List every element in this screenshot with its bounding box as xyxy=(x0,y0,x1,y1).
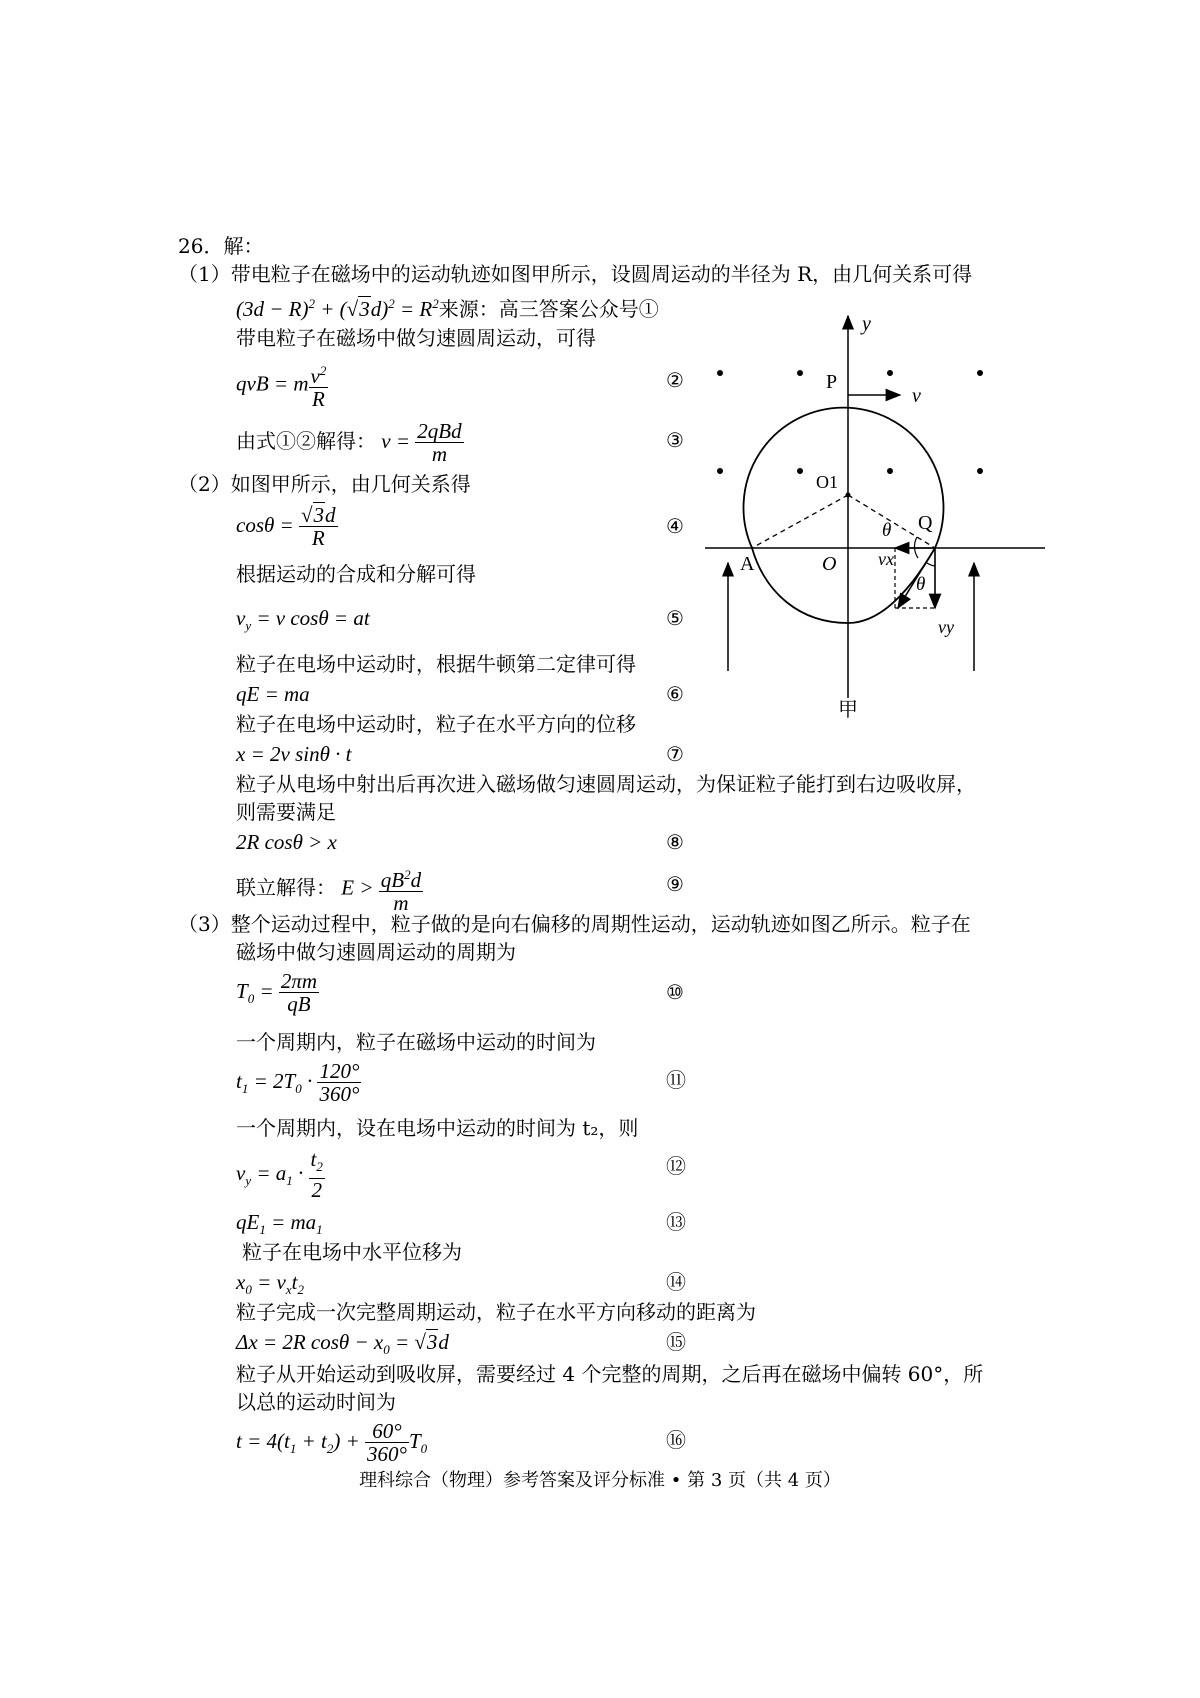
label-v: v xyxy=(912,385,921,407)
equation-9: 联立解得： E > $\frac{qB^2d}{m}$ xyxy=(236,864,423,914)
eq-number: ④ xyxy=(666,514,684,538)
eq-number: ② xyxy=(666,368,684,392)
eq-number: ⑦ xyxy=(666,742,684,766)
label-theta-2: θ xyxy=(916,574,926,595)
eq-number: ⑤ xyxy=(666,606,684,630)
page-footer: 理科综合（物理）参考答案及评分标准 • 第 3 页（共 4 页） xyxy=(359,1470,841,1491)
equation-2: qvB = m $\frac{v^2}{R}$ xyxy=(236,360,328,410)
part3-x0-text: 粒子在电场中水平位移为 xyxy=(242,1240,462,1264)
label-theta: θ xyxy=(882,520,892,541)
label-P: P xyxy=(826,371,838,393)
equation-14: $x_0 = v_xt_2$ xyxy=(236,1270,304,1298)
eq-number: ⑨ xyxy=(666,872,684,896)
part1-text-3: 由式①②解得： v = $\frac{\text{2qBd}}{m}$ xyxy=(236,419,462,466)
equation-12: $v_y = a_1$ · $\frac{t_2}{2}$ xyxy=(236,1147,323,1203)
label-y: y xyxy=(862,313,871,335)
eq-number: ⑪ xyxy=(666,1068,686,1092)
part2-intro: （2）如图甲所示，由几何关系得 xyxy=(178,472,471,496)
label-vy: vy xyxy=(938,617,954,637)
part2-text-disp: 粒子在电场中运动时，粒子在水平方向的位移 xyxy=(236,712,636,736)
equation-6: qE = ma xyxy=(236,682,310,706)
label-O: O xyxy=(822,553,837,575)
trajectory xyxy=(744,408,944,623)
part3-dx-text: 粒子完成一次完整周期运动，粒子在水平方向移动的距离为 xyxy=(236,1300,756,1324)
equation-13: $qE_1 = ma_1$ xyxy=(236,1210,323,1238)
part1-text-2: 带电粒子在磁场中做匀速圆周运动，可得 xyxy=(236,326,596,350)
eq-number: ⑫ xyxy=(666,1154,686,1178)
equation-8: 2R cosθ > x xyxy=(236,830,337,854)
eq-number: ③ xyxy=(666,428,684,452)
part1-intro: （1）带电粒子在磁场中的运动轨迹如图甲所示，设圆周运动的半径为 R，由几何关系可得 xyxy=(178,262,973,286)
part2-text-comp: 根据运动的合成和分解可得 xyxy=(236,562,476,586)
equation-1: $(3d - R)^2 + (√3d)^2 = R^2$来源：高三答案公众号① xyxy=(236,296,659,321)
part3-intro: （3）整个运动过程中，粒子做的是向右偏移的周期性运动，运动轨迹如图乙所示。粒子在 xyxy=(178,912,971,936)
equation-11: $t_1 = 2T_0$ · $\frac{120^\circ}{360^\circ}$ xyxy=(236,1059,360,1106)
part3-t1-text: 一个周期内，粒子在磁场中运动的时间为 xyxy=(236,1030,596,1054)
equation-16: $t = 4(t_1 + t_2)$ + $\frac{60^\circ}{360^\circ}$ $T_0$ xyxy=(236,1419,428,1466)
part3-total-text: 粒子从开始运动到吸收屏，需要经过 4 个完整的周期，之后再在磁场中偏转 60°，所 xyxy=(236,1362,984,1386)
radius-dashed xyxy=(752,495,848,548)
part2-text-solve: 联立解得： xyxy=(236,875,336,900)
label-vx: vx xyxy=(878,549,894,569)
part3-t2-text: 一个周期内，设在电场中运动的时间为 t₂，则 xyxy=(236,1116,639,1140)
eq-number: ⑭ xyxy=(666,1270,686,1294)
label-O1: O1 xyxy=(816,472,838,492)
part2-text-exit: 粒子从电场中射出后再次进入磁场做匀速圆周运动，为保证粒子能打到右边吸收屏， xyxy=(236,772,976,796)
part2-text-newton: 粒子在电场中运动时，根据牛顿第二定律可得 xyxy=(236,652,636,676)
part2-text-need: 则需要满足 xyxy=(236,800,336,824)
eq-number: ⑩ xyxy=(666,980,684,1004)
eq-number: ⑧ xyxy=(666,830,684,854)
eq-number: ⑯ xyxy=(666,1428,686,1452)
problem-heading: 26．解： xyxy=(178,234,264,258)
equation-10: $T_0$ = $\frac{2\pi m}{qB}$ xyxy=(236,969,318,1016)
part3-intro-2: 磁场中做匀速圆周运动的周期为 xyxy=(236,940,516,964)
label-Q: Q xyxy=(918,512,933,534)
caption-jia: 甲 xyxy=(838,699,858,721)
eq-number: ⑥ xyxy=(666,682,684,706)
diagram-jia xyxy=(690,308,1060,728)
eq-number: ⑮ xyxy=(666,1330,686,1354)
label-A: A xyxy=(740,553,755,575)
part3-total-text-2: 以总的运动时间为 xyxy=(236,1390,396,1414)
equation-4: cosθ = $\frac{√3d}{R}$ xyxy=(236,503,336,550)
eq-number: ⑬ xyxy=(666,1210,686,1234)
equation-15: Δx = 2R $\cos\theta - x_0 = √3d$ xyxy=(236,1330,449,1358)
equation-5: $v_y = v$ cosθ = at xyxy=(236,606,370,634)
part1-text-3-label: 由式①②解得： xyxy=(236,429,376,453)
equation-7: x = 2v sinθ · t xyxy=(236,742,352,766)
equation-1-tail: 来源：高三答案公众号① xyxy=(438,297,659,321)
